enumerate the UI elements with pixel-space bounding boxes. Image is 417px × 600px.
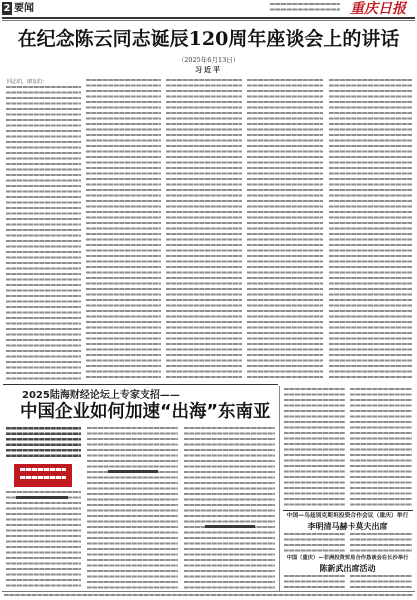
feature-text-column-2	[87, 427, 178, 589]
speech-text-column-4	[247, 79, 323, 380]
news-brief-title: 中国（重庆）—非洲投资贸易合作恳谈会在长沙举行	[286, 555, 409, 561]
footer-rule	[2, 591, 415, 592]
right-text-column-2	[350, 388, 412, 506]
feature-lede-text	[6, 427, 81, 460]
speech-salutation: 同志们，朋友们：	[7, 79, 48, 85]
news-brief-title: 中国—乌兹别克斯坦投资合作会议（重庆）举行	[286, 513, 409, 519]
lower-section-rule	[3, 384, 278, 385]
forum-logo-text	[20, 468, 66, 484]
news-brief-text	[284, 533, 345, 552]
speech-text-column-1	[6, 86, 81, 380]
speech-text-column-5	[329, 79, 412, 380]
header-rule	[2, 17, 415, 19]
feature-text-column-1	[6, 491, 81, 589]
brief-rule-1	[283, 510, 413, 511]
feature-subheading-2	[108, 470, 158, 473]
section-name: 要闻	[14, 3, 34, 14]
news-brief-subtitle: 陈新武出席活动	[319, 563, 376, 573]
footer-text	[4, 594, 413, 598]
header-rule-thin	[2, 20, 415, 21]
feature-subheading-1	[16, 496, 68, 499]
feature-article-kicker: 2025陆海财经论坛上专家支招——	[22, 390, 180, 401]
feature-text-column-3	[184, 427, 275, 589]
edition-info-text	[270, 3, 340, 14]
right-text-column-1	[284, 388, 345, 506]
lead-article-author: 习近平	[195, 65, 222, 74]
news-brief-text	[284, 575, 345, 589]
lead-article-title: 在纪念陈云同志诞辰120周年座谈会上的讲话	[17, 28, 400, 50]
forum-logo-box	[14, 464, 72, 487]
news-brief-subtitle: 李明清马赫卡莫夫出席	[307, 521, 388, 531]
news-brief-text	[350, 533, 412, 552]
feature-subheading-3	[205, 525, 255, 528]
column-divider	[279, 386, 280, 591]
page-number: 2	[3, 3, 11, 14]
feature-article-title: 中国企业如何加速“出海”东南亚	[20, 402, 271, 422]
lead-article-date: （2025年6月13日）	[177, 56, 240, 64]
newspaper-masthead: 重庆日报	[350, 1, 406, 17]
news-brief-text	[350, 575, 412, 589]
speech-text-column-3	[166, 79, 242, 380]
speech-text-column-2	[86, 79, 161, 380]
